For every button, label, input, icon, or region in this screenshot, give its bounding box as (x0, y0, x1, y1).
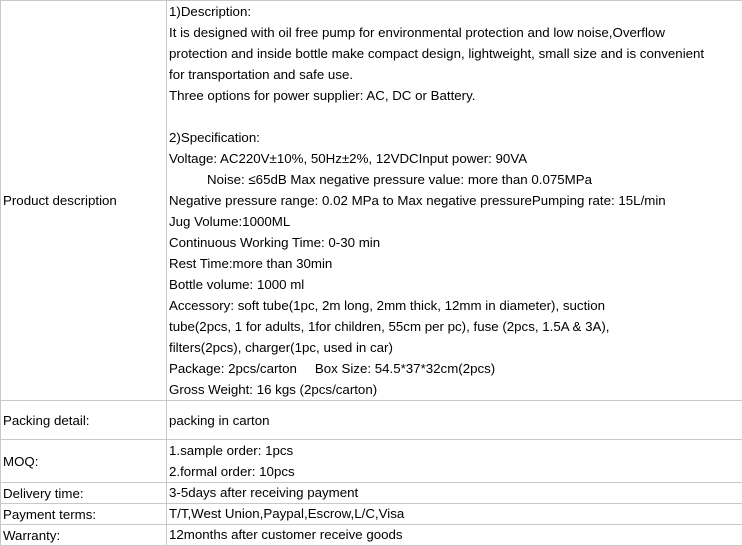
row-packing-detail (1, 401, 742, 440)
spec-line: Negative pressure range: 0.02 MPa to Max negative pressurePumping rate: 15L/min (169, 190, 740, 211)
blank-line (169, 106, 740, 127)
spec-line: Bottle volume: 1000 ml (169, 274, 740, 295)
desc-line: protection and inside bottle make compact design, lightweight, small size and is convenient (169, 43, 740, 64)
spec-line: Accessory: soft tube(1pc, 2m long, 2mm thick, 12mm in diameter), suction (169, 295, 740, 316)
value-moq (167, 440, 742, 483)
spec-line: Rest Time:more than 30min (169, 253, 740, 274)
package-line (169, 358, 740, 379)
delivery-value: 3-5days after receiving payment (169, 483, 740, 503)
label-payment-terms: Payment terms: (1, 504, 167, 525)
packing-value: packing in carton (169, 410, 740, 431)
row-product-description (1, 1, 742, 401)
moq-line: 2.formal order: 10pcs (169, 461, 740, 482)
desc-line: Three options for power supplier: AC, DC or Battery. (169, 85, 740, 106)
value-warranty (167, 525, 742, 546)
label-delivery-time: Delivery time: (1, 483, 167, 504)
label-packing-detail: Packing detail: (1, 401, 167, 440)
spec-heading: 2)Specification: (169, 127, 740, 148)
desc-line: It is designed with oil free pump for environmental protection and low noise,Overflow (169, 22, 740, 43)
warranty-value: 12months after customer receive goods (169, 525, 740, 545)
payment-value: T/T,West Union,Paypal,Escrow,L/C,Visa (169, 504, 740, 524)
value-product-description (167, 1, 742, 401)
package-text: Package: 2pcs/carton (169, 361, 297, 376)
label-moq: MOQ: (1, 440, 167, 483)
row-delivery-time (1, 483, 742, 504)
row-moq (1, 440, 742, 483)
label-warranty: Warranty: (1, 525, 167, 546)
spec-line: Noise: ≤65dB Max negative pressure value: more than 0.075MPa (169, 169, 740, 190)
box-size-text: Box Size: 54.5*37*32cm(2pcs) (315, 358, 495, 379)
value-payment-terms (167, 504, 742, 525)
moq-line: 1.sample order: 1pcs (169, 440, 740, 461)
spec-line: Continuous Working Time: 0-30 min (169, 232, 740, 253)
spec-line: tube(2pcs, 1 for adults, 1for children, 55cm per pc), fuse (2pcs, 1.5A & 3A), (169, 316, 740, 337)
row-payment-terms (1, 504, 742, 525)
spec-line: Jug Volume:1000ML (169, 211, 740, 232)
desc-heading: 1)Description: (169, 1, 740, 22)
row-warranty (1, 525, 742, 546)
value-packing-detail (167, 401, 742, 440)
label-product-description: Product description (1, 1, 167, 401)
spec-line: filters(2pcs), charger(1pc, used in car) (169, 337, 740, 358)
gross-weight-line: Gross Weight: 16 kgs (2pcs/carton) (169, 379, 740, 400)
value-delivery-time (167, 483, 742, 504)
spec-line: Voltage: AC220V±10%, 50Hz±2%, 12VDCInput power: 90VA (169, 148, 740, 169)
desc-line: for transportation and safe use. (169, 64, 740, 85)
